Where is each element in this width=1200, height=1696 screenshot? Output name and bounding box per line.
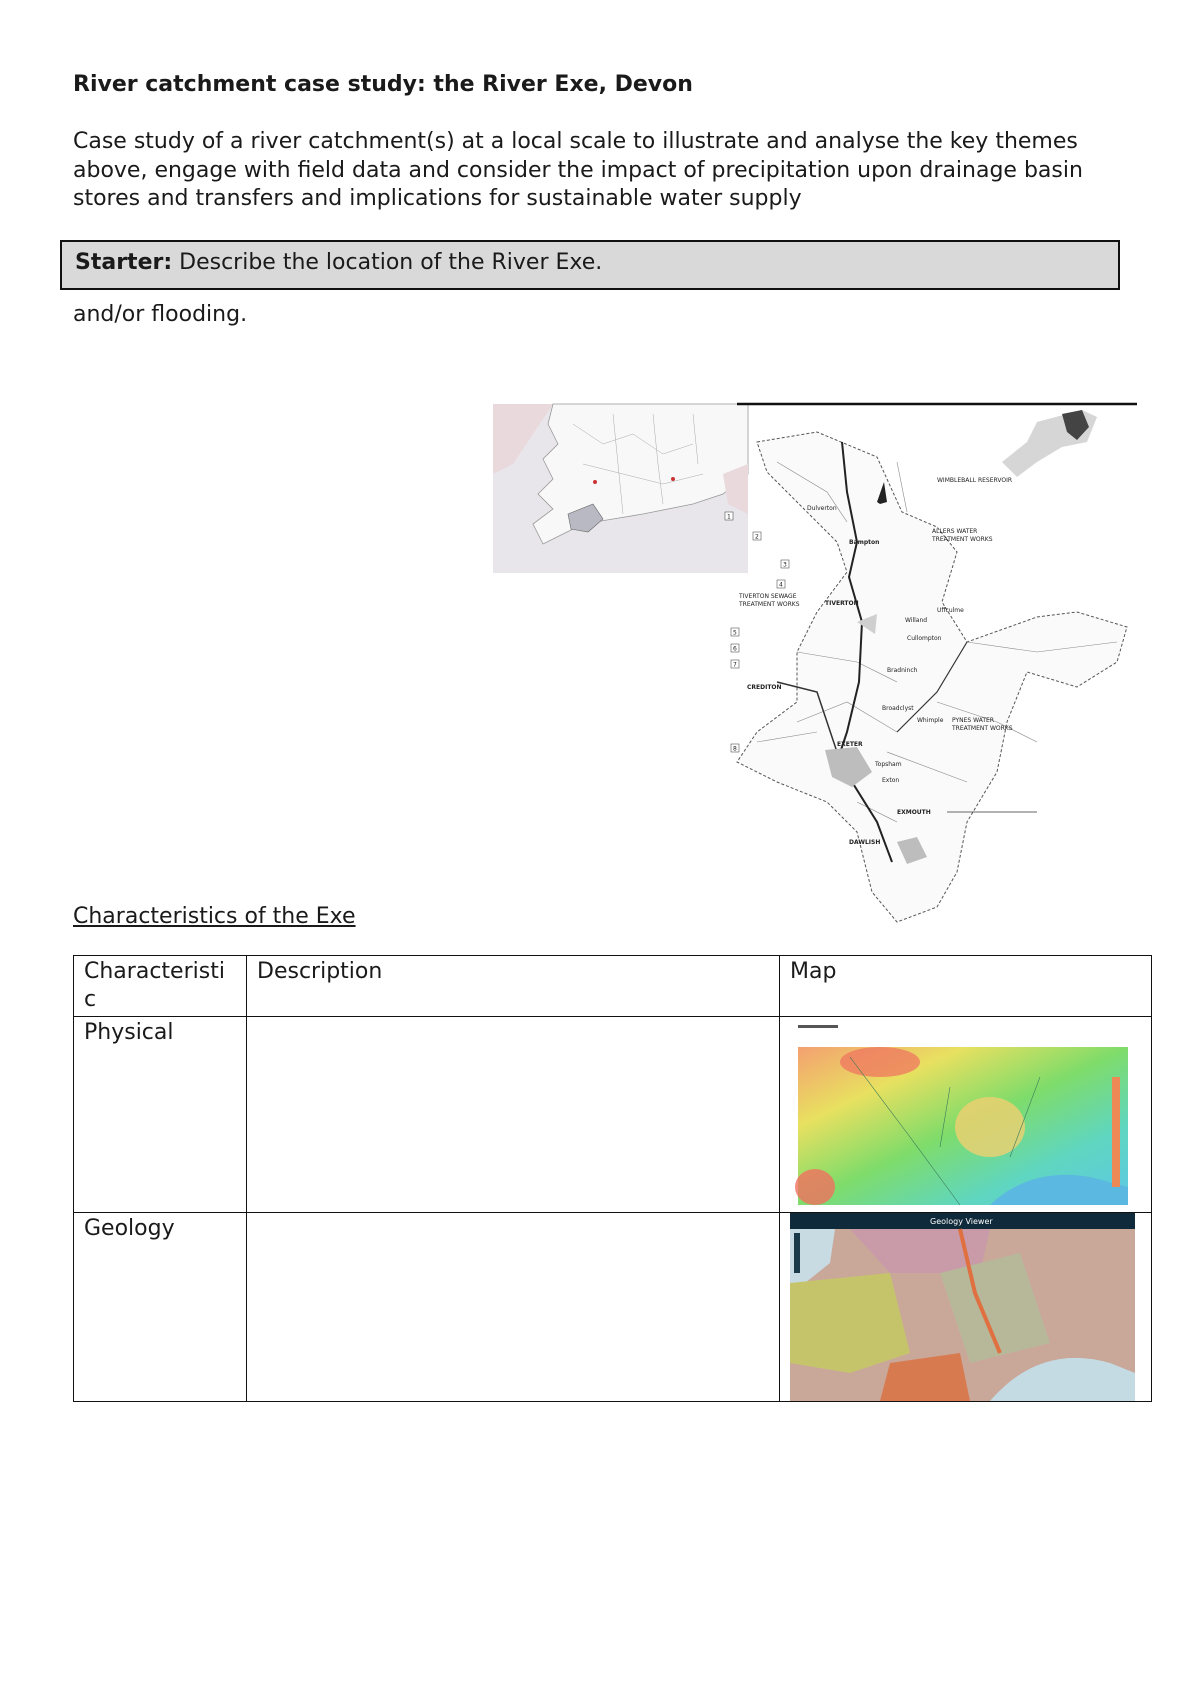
map-label: Bampton <box>849 539 880 546</box>
site-marker: 6 <box>733 645 737 653</box>
page-title: River catchment case study: the River Exe, Devon <box>73 72 693 97</box>
map-label: EXETER <box>837 741 863 748</box>
map-label: TREATMENT WORKS <box>952 725 1013 732</box>
row-physical-description[interactable] <box>247 1017 780 1213</box>
starter-label: Starter: <box>75 250 173 275</box>
map-label: DAWLISH <box>849 839 881 846</box>
intro-paragraph: Case study of a river catchment(s) at a local scale to illustrate and analyse the key themes above, engage with field data and consider the impact of precipitation upon drainage basin stores and transfers and implications for sustainable water supply <box>73 129 1083 211</box>
map-label: CREDITON <box>747 684 782 691</box>
starter-box <box>60 240 1120 290</box>
map-label: Broadclyst <box>882 705 914 712</box>
header-map: Map <box>780 956 1152 1017</box>
map-label: Whimple <box>917 717 944 724</box>
map-label: TREATMENT WORKS <box>739 601 800 608</box>
section-heading: Characteristics of the Exe <box>73 904 356 929</box>
map-label: Bradninch <box>887 667 918 674</box>
site-marker: 5 <box>733 629 737 637</box>
map-label: ALLERS WATER <box>932 528 978 535</box>
geology-viewer-title: Geology Viewer <box>930 1217 993 1226</box>
row-physical-label: Physical <box>74 1017 247 1213</box>
map-label: Willand <box>905 617 928 624</box>
header-description: Description <box>247 956 780 1017</box>
site-marker: 1 <box>727 513 731 521</box>
map-label: Topsham <box>875 761 902 768</box>
map-label: Exton <box>882 777 900 784</box>
map-label: Dulverton <box>807 505 837 512</box>
exe-catchment-map <box>727 402 1137 933</box>
map-label: PYNES WATER <box>952 717 995 724</box>
map-label: TIVERTON <box>825 600 859 607</box>
starter-text: Describe the location of the River Exe. <box>172 250 603 275</box>
characteristics-table <box>73 955 1152 1402</box>
map-label: TREATMENT WORKS <box>932 536 993 543</box>
uk-location-map <box>493 404 748 573</box>
site-marker: 2 <box>755 533 759 541</box>
continuation-text: and/or flooding. <box>73 302 248 327</box>
row-geology-description[interactable] <box>247 1213 780 1402</box>
geology-map-image <box>790 1213 1135 1401</box>
map-label: Cullompton <box>907 635 942 642</box>
map-label: WIMBLEBALL RESERVOIR <box>937 477 1013 484</box>
site-marker: 3 <box>783 561 787 569</box>
row-geology-label: Geology <box>74 1213 247 1402</box>
map-label: Uffculme <box>937 607 964 614</box>
site-marker: 4 <box>779 581 783 589</box>
site-marker: 8 <box>733 745 737 753</box>
relief-map-image <box>790 1017 1135 1209</box>
map-label: EXMOUTH <box>897 809 931 816</box>
header-characteristic: Characteristic <box>74 956 247 1017</box>
map-label: TIVERTON SEWAGE <box>739 593 797 600</box>
site-marker: 7 <box>733 661 737 669</box>
